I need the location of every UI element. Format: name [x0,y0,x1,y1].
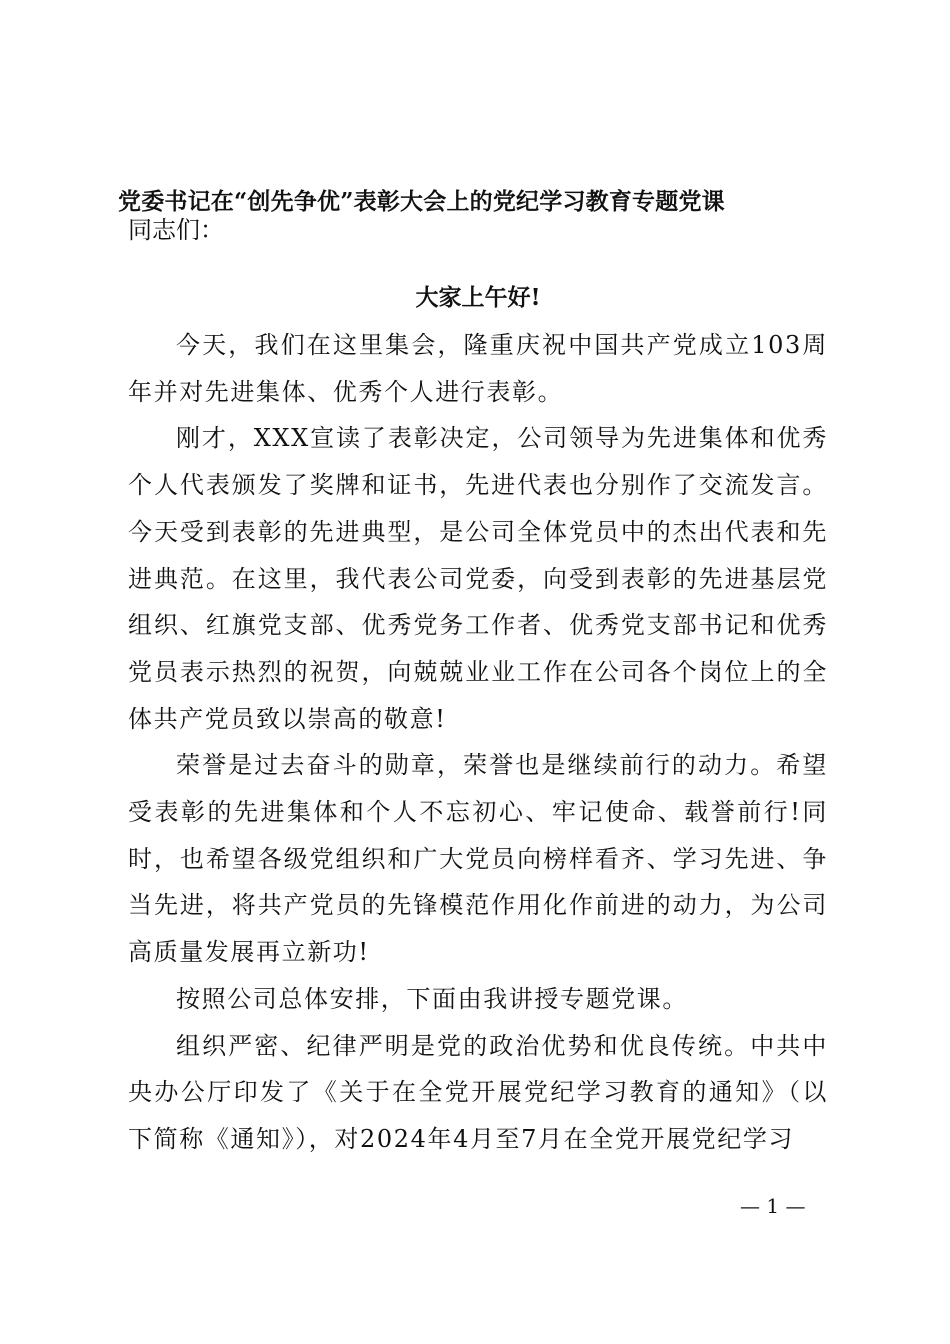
greeting: 大家上午好! [415,284,541,311]
paragraph: 荣誉是过去奋斗的勋章，荣誉也是继续前行的动力。希望受表彰的先进集体和个人不忘初心、牢记使命、载誉前行!同时，也希望各级党组织和广大党员向榜样看齐、学习先进、争当先进，将共产党员的先锋模范作用化作前进的动力，为公司高质量发展再立新功! [128,751,828,967]
paragraph: 刚才，XXX宣读了表彰决定，公司领导为先进集体和优秀个人代表颁发了奖牌和证书，先进代表也分别作了交流发言。今天受到表彰的先进典型，是公司全体党员中的杰出代表和先进典范。在这里，我代表公司党委，向受到表彰的先进基层党组织、红旗党支部、优秀党务工作者、优秀党支部书记和优秀党员表示热烈的祝贺，向兢兢业业工作在公司各个岗位上的全体共产党员致以崇高的敬意! [128,424,828,733]
page-number: — 1 — [740,1194,806,1218]
document-body [128,322,828,1163]
paragraph: 组织严密、纪律严明是党的政治优势和优良传统。中共中央办公厅印发了《关于在全党开展党纪学习教育的通知》（以下简称《通知》），对2024年4月至7月在全党开展党纪学习 [128,1031,828,1153]
document-title: 党委书记在“创先争优”表彰大会上的党纪学习教育专题党课 [118,188,725,215]
paragraph: 按照公司总体安排，下面由我讲授专题党课。 [176,984,688,1013]
salutation: 同志们： [128,216,224,244]
paragraph: 今天，我们在这里集会，隆重庆祝中国共产党成立103周年并对先进集体、优秀个人进行表彰。 [128,331,828,406]
